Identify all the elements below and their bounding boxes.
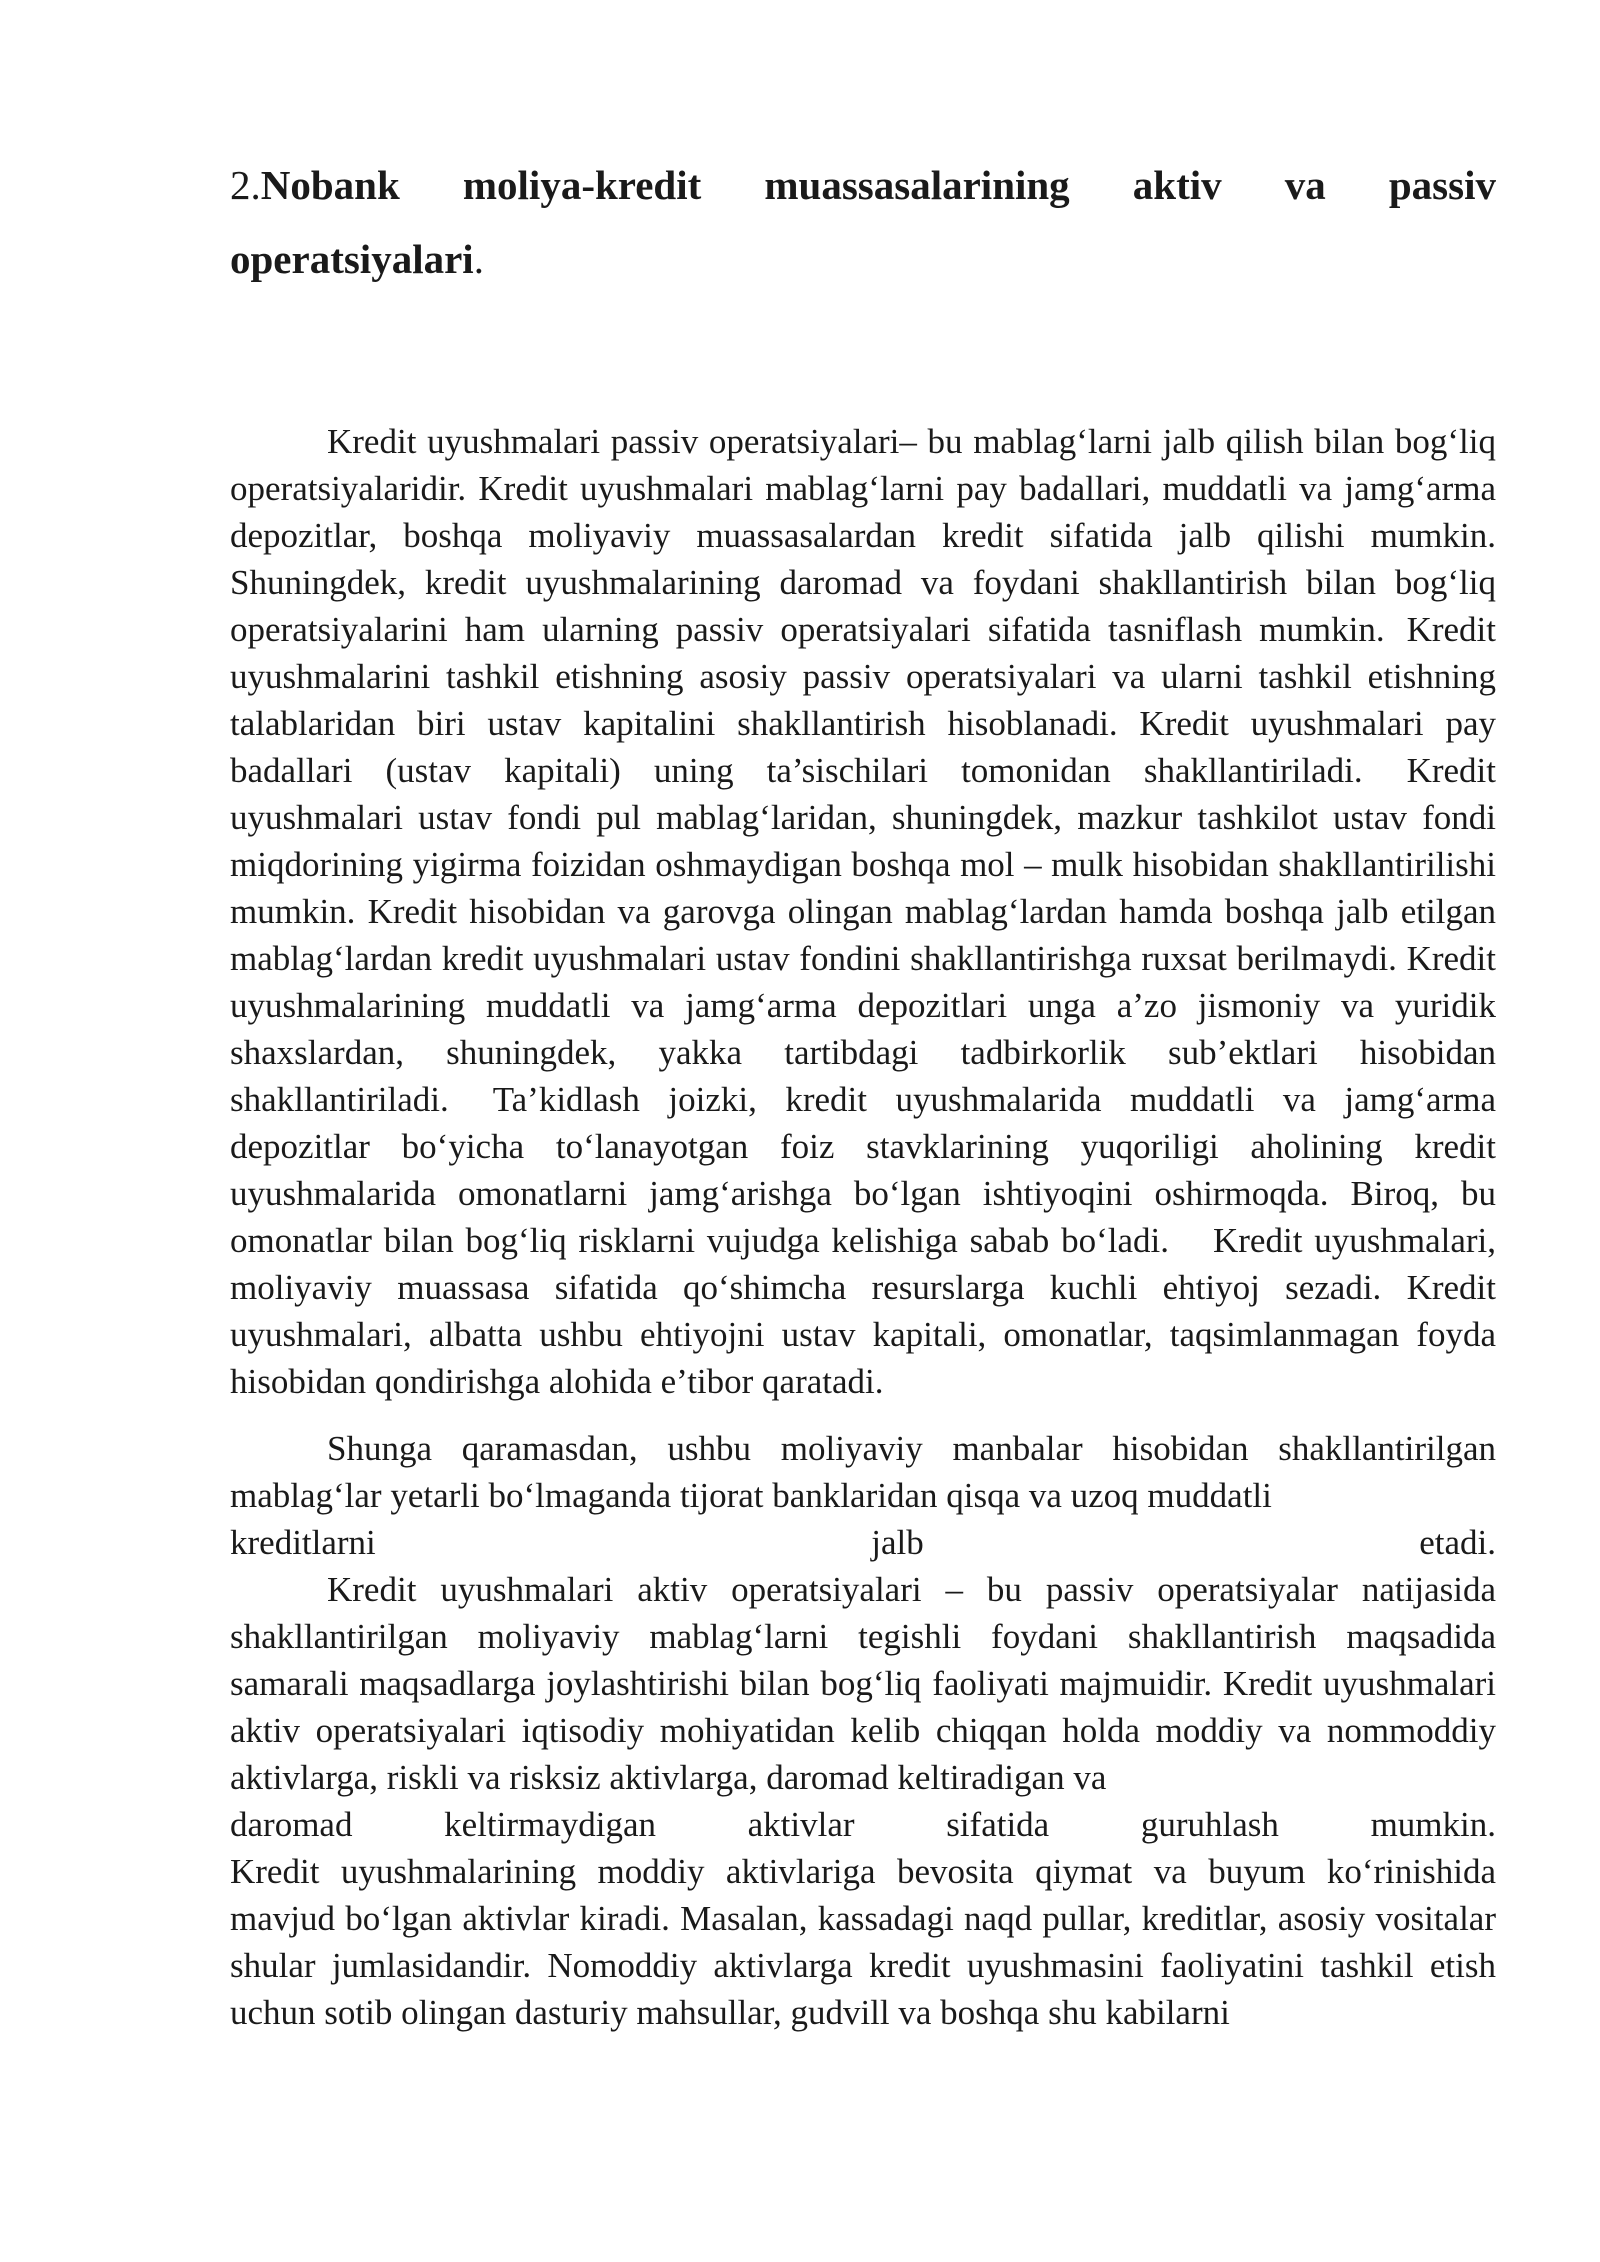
paragraph-bank-credits bbox=[230, 1425, 1496, 1566]
section-heading-line2 bbox=[230, 222, 1496, 296]
p1-sentence-group-4: Ta’kidlash joizki, kredit uyushmalarida muddatli va jamg‘arma depozitlar bo‘yicha to‘lanayotgan foiz stavklarining yuqoriligi aholining kredit uyushmalarida omonatlarni jamg‘arishga bo‘lgan ishtiyoqini oshirmoqda. Biroq, bu omonatlar bilan bog‘liq risklarni vujudga kelishiga sabab bo‘ladi. bbox=[230, 1080, 1496, 1260]
p1-sentence-group-3: Kredit uyushmalari ustav fondi pul mablag‘laridan, shuningdek, mazkur tashkilot ustav fondi miqdorining yigirma foizidan oshmaydigan boshqa mol – mulk hisobidan shakllantirilishi mumkin. Kredit hisobidan va garovga olingan mablag‘lardan hamda boshqa jalb etilgan mablag‘lardan kredit uyushmalari ustav fondini shakllantirishga ruxsat berilmaydi. Kredit uyushmalarining muddatli va jamg‘arma depozitlari unga a’zo jismoniy va yuridik shaxslardan, shuningdek, yakka tartibdagi tadbirkorlik sub’ektlari hisobidan shakllantiriladi. bbox=[230, 751, 1496, 1119]
document-page bbox=[230, 148, 1496, 2036]
p3-justified-line: daromad keltirmaydigan aktivlar sifatida guruhlash mumkin. bbox=[230, 1805, 1496, 1844]
section-title-line2: operatsiyalari bbox=[230, 236, 474, 282]
paragraph-active-operations bbox=[230, 1566, 1496, 2036]
section-title-line1: Nobank moliya-kredit muassasalarining aktiv va passiv bbox=[260, 162, 1496, 208]
p3-text: Kredit uyushmalari aktiv operatsiyalari – bu passiv operatsiyalar natijasida shakllantirilgan moliyaviy mablag‘larni tegishli foydani shakllantirish maqsadida samarali maqsadlarga joylashtirishi bilan bog‘liq faoliyati majmuidir. Kredit uyushmalari aktiv operatsiyalari iqtisodiy mohiyatidan kelib chiqqan holda moddiy va nommoddiy aktivlarga, riskli va risksiz aktivlarga, daromad keltiradigan va bbox=[230, 1570, 1496, 1797]
section-heading bbox=[230, 148, 1496, 222]
section-title-end: . bbox=[473, 236, 484, 282]
p1-sentence-group-2: Kredit uyushmalarini tashkil etishning asosiy passiv operatsiyalari va ularni tashkil etishning talablaridan biri ustav kapitalini shakllantirish hisoblanadi. Kredit uyushmalari pay badallari (ustav kapitali) uning ta’sischilari tomonidan shakllantiriladi. bbox=[230, 610, 1496, 790]
p1-sentence-group-1: Kredit uyushmalari passiv operatsiyalari– bu mablag‘larni jalb qilish bilan bog‘liq operatsiyalaridir. Kredit uyushmalari mablag‘larni pay badallari, muddatli va jamg‘arma depozitlar, boshqa moliyaviy muassasalardan kredit sifatida jalb qilishi mumkin. Shuningdek, kredit uyushmalarining daromad va foydani shakllantirish bilan bog‘liq operatsiyalarini ham ularning passiv operatsiyalari sifatida tasniflash mumkin. bbox=[230, 422, 1496, 649]
p2-text: Shunga qaramasdan, ushbu moliyaviy manbalar hisobidan shakllantirilgan mablag‘lar yetarli bo‘lmaganda tijorat banklaridan qisqa va uzoq muddatli bbox=[230, 1429, 1496, 1515]
p2-last-line: kreditlarni jalb etadi. bbox=[230, 1523, 1496, 1562]
section-number: 2. bbox=[230, 162, 261, 208]
paragraph-passive-operations bbox=[230, 418, 1496, 1405]
p3-rest: Kredit uyushmalarining moddiy aktivlariga bevosita qiymat va buyum ko‘rinishida mavjud bo‘lgan aktivlar kiradi. Masalan, kassadagi naqd pullar, kreditlar, asosiy vositalar shular jumlasidandir. Nomoddiy aktivlarga kredit uyushmasini faoliyatini tashkil etish uchun sotib olingan dasturiy mahsullar, gudvill va boshqa shu kabilarni bbox=[230, 1852, 1496, 2032]
p1-sentence-group-5: Kredit uyushmalari, moliyaviy muassasa sifatida qo‘shimcha resurslarga kuchli ehtiyoj sezadi. Kredit uyushmalari, albatta ushbu ehtiyojni ustav kapitali, omonatlar, taqsimlanmagan foyda hisobidan qondirishga alohida e’tibor qaratadi. bbox=[230, 1221, 1496, 1401]
